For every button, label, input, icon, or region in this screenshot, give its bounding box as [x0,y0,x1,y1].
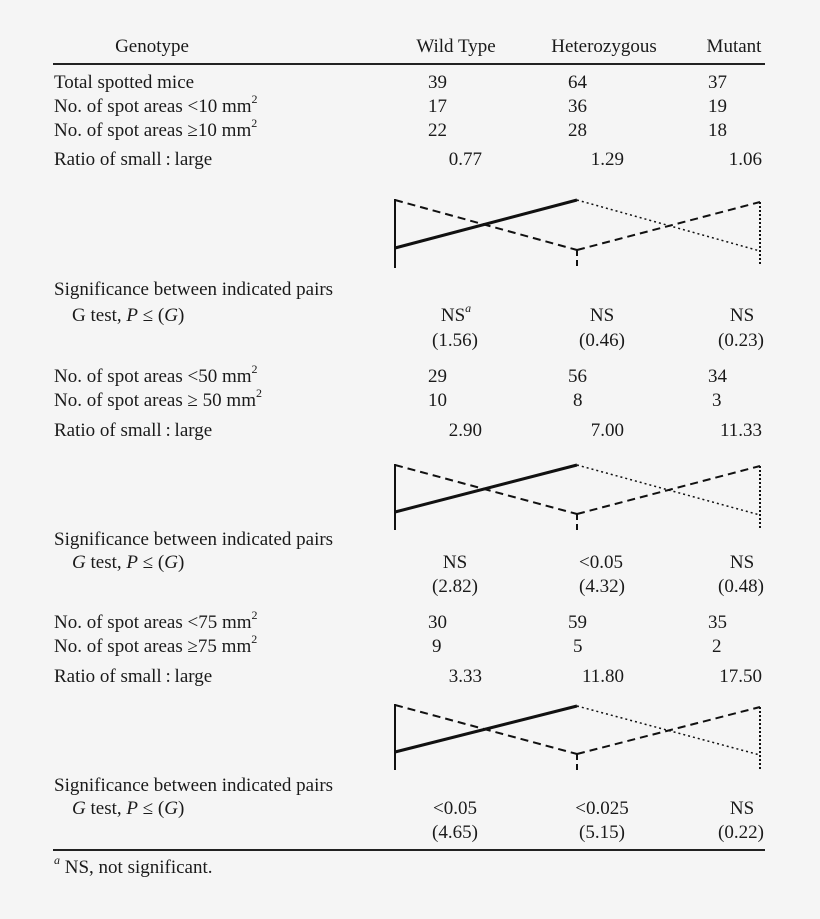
row-label-small-75: No. of spot areas <75 $mm^2$ [54,607,258,633]
gtest-label-2: G test, P ≤ (G) [72,552,185,573]
footnote: $^a$ NS, not significant. [54,852,213,878]
sig-label-3: Significance between indicated pairs [54,775,334,796]
cell-ratio1-het: 1.29 [590,149,624,170]
cell-large10-het: 28 [568,120,587,141]
header-heterozygous: Heterozygous [551,36,657,57]
cell-total-mut: 37 [708,72,727,93]
cell-sig2-wt: NS [442,552,468,573]
row-label-large-50: No. of spot areas ≥ 50 $mm^2$ [54,385,262,411]
cell-large50-wt: 10 [428,390,447,411]
cell-sig2-het: <0.05 [579,552,623,573]
cell-sig1-mut: NS [729,305,755,326]
cell-sig3-mut: NS [729,798,755,819]
cell-large75-wt: 9 [432,636,442,657]
cell-large10-mut: 18 [708,120,727,141]
cell-large75-mut: 2 [712,636,722,657]
cell-g3-mut: (0.22) [718,822,764,843]
row-label-ratio-3: Ratio of small : large [54,666,213,687]
cell-ratio2-mut: 11.33 [719,420,762,441]
gtest-label-3: G test, P ≤ (G) [72,798,185,819]
cell-ratio3-mut: 17.50 [719,666,762,687]
cell-g2-mut: (0.48) [718,576,764,597]
cell-small50-mut: 34 [708,366,727,387]
header-rule [53,63,765,65]
header-mutant: Mutant [706,36,762,57]
cell-ratio1-mut: 1.06 [728,149,762,170]
cell-g1-wt: (1.56) [432,330,478,351]
cell-g2-het: (4.32) [579,576,625,597]
pairwise-comparison-diagram-3 [380,695,780,775]
sig-label-2: Significance between indicated pairs [54,529,334,550]
cell-g3-het: (5.15) [579,822,625,843]
cell-g2-wt: (2.82) [432,576,478,597]
cell-small75-wt: 30 [428,612,447,633]
cell-sig3-wt: <0.05 [433,798,477,819]
cell-small50-het: 56 [568,366,587,387]
cell-small10-mut: 19 [708,96,727,117]
row-label-ratio-2: Ratio of small : large [54,420,213,441]
cell-small10-het: 36 [568,96,587,117]
cell-sig1-wt: $NS^a$ [440,300,472,326]
cell-g3-wt: (4.65) [432,822,478,843]
pairwise-comparison-diagram-1 [380,190,780,270]
cell-large75-het: 5 [573,636,583,657]
cell-sig2-mut: NS [729,552,755,573]
row-label-large-75: No. of spot areas ≥75 $mm^2$ [54,631,258,657]
row-label-total: Total spotted mice [54,72,195,93]
cell-ratio3-wt: 3.33 [448,666,482,687]
pairwise-comparison-diagram-2 [380,455,780,535]
cell-g1-het: (0.46) [579,330,625,351]
cell-large10-wt: 22 [428,120,447,141]
cell-ratio2-wt: 2.90 [448,420,482,441]
row-label-large-10: No. of spot areas ≥10 $mm^2$ [54,115,258,141]
cell-ratio2-het: 7.00 [590,420,624,441]
cell-ratio3-het: 11.80 [581,666,624,687]
cell-total-wt: 39 [428,72,447,93]
cell-g1-mut: (0.23) [718,330,764,351]
sig-label-1: Significance between indicated pairs [54,279,334,300]
row-label-ratio-1: Ratio of small : large [54,149,213,170]
header-wild-type: Wild Type [416,36,496,57]
cell-large50-het: 8 [573,390,583,411]
header-genotype: Genotype [115,36,189,57]
row-label-small-50: No. of spot areas <50 $mm^2$ [54,361,258,387]
gtest-label-1: G test, P ≤ (G) [72,305,185,326]
cell-small50-wt: 29 [428,366,447,387]
cell-large50-mut: 3 [712,390,722,411]
cell-small75-het: 59 [568,612,587,633]
cell-small10-wt: 17 [428,96,447,117]
cell-sig1-het: NS [589,305,615,326]
cell-sig3-het: <0.025 [575,798,629,819]
cell-small75-mut: 35 [708,612,727,633]
row-label-small-10: No. of spot areas <10 $mm^2$ [54,91,258,117]
cell-total-het: 64 [568,72,587,93]
cell-ratio1-wt: 0.77 [448,149,482,170]
footer-rule [53,849,765,851]
